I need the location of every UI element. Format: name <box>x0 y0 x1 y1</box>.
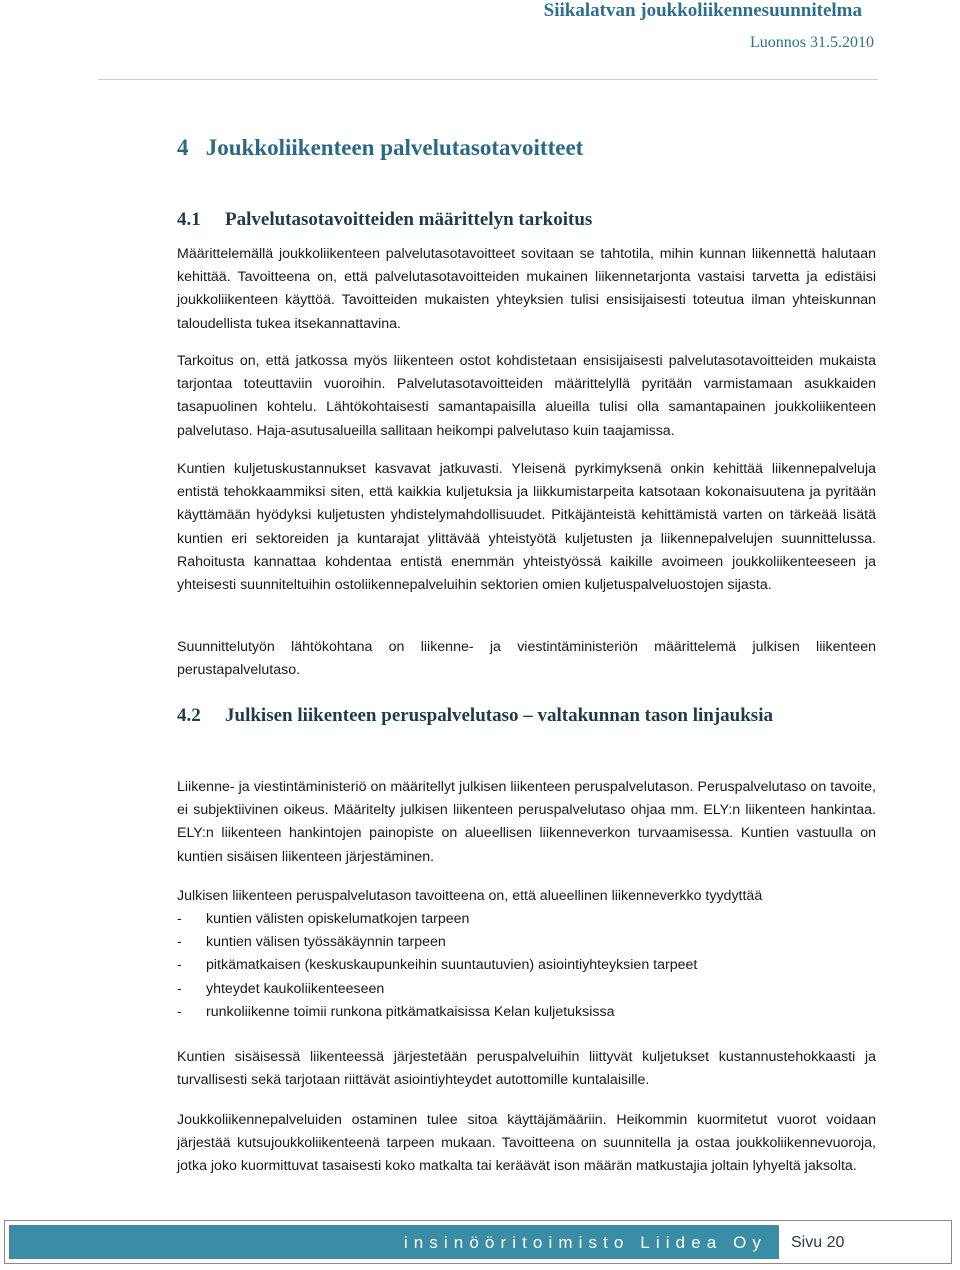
chapter-title: Joukkoliikenteen palvelutasotavoitteet <box>205 135 584 160</box>
section-heading-4-1 <box>177 208 592 232</box>
footer-company-name: insinööritoimisto Liidea Oy <box>403 1233 767 1252</box>
chapter-heading <box>177 134 583 162</box>
list-item <box>177 1001 876 1024</box>
section-title: Palvelutasotavoitteiden määrittelyn tarkoitus <box>225 209 593 230</box>
requirements-list <box>177 908 876 1024</box>
page-number: Sivu 20 <box>779 1225 947 1261</box>
paragraph: Tarkoitus on, että jatkossa myös liikenteen ostot kohdistetaan ensisijaisesti palvelutasotavoitteiden mukaista tarjontaa toteuttaviin vuoroihin. Palvelutasotavoitteiden määrittelyllä pyritään varmistamaan asukkaiden tasapuolinen kohtelu. Lähtökohtaisesti samantapaisilla alueilla tulisi olla samantapainen joukkoliikenteen palvelutaso. Haja-asutusalueilla sallitaan heikompi palvelutaso kuin taajamissa. <box>177 353 876 439</box>
section-title: Julkisen liikenteen peruspalvelutaso – valtakunnan tason linjauksia <box>225 705 773 726</box>
list-item <box>177 978 876 1001</box>
section-number: 4.1 <box>177 209 201 230</box>
list-item <box>177 908 876 931</box>
document-header-date: Luonnos 31.5.2010 <box>750 34 874 51</box>
list-item <box>177 931 876 954</box>
paragraph: Julkisen liikenteen peruspalvelutason tavoitteena on, että alueellinen liikenneverkko tyydyttää <box>177 888 763 904</box>
paragraph: Kuntien sisäisessä liikenteessä järjestetään peruspalveluihin liittyvät kuljetukset kustannustehokkaasti ja turvallisesti sekä tarjotaan riittävät asiointiyhteydet autottomille kuntalaisille. <box>177 1049 876 1089</box>
list-item-text: kuntien välisen työssäkäynnin tarpeen <box>206 934 446 951</box>
paragraph: Määrittelemällä joukkoliikenteen palvelutasotavoitteet sovitaan se tahtotila, mihin kunnan liikennettä halutaan kehittää. Tavoitteena on, että palvelutasotavoitteiden mukainen liikennetarjonta vastaisi tarvetta ja edistäisi joukkoliikenteen käyttöä. Tavoitteiden mukaisten yhteyksien tulisi ensisijaisesti toteutua ilman yhteiskunnan taloudellista tukea itsekannattavina. <box>177 246 876 332</box>
list-marker: - <box>177 911 182 927</box>
list-item-text: pitkämatkaisen (keskuskaupunkeihin suuntautuvien) asiointiyhteyksien tarpeet <box>206 957 698 974</box>
list-marker: - <box>177 957 182 974</box>
paragraph: Kuntien kuljetuskustannukset kasvavat jatkuvasti. Yleisenä pyrkimyksenä onkin kehittää liikennepalveluja entistä tehokkaammiksi siten, että kaikkia kuljetuksia ja liikkumistarpeita katsotaan kokonaisuutena ja pyritään käyttämään hyödyksi kuljetusten yhdistelymahdollisuudet. Pitkäjänteistä kehittämistä varten on tärkeää lisätä kuntien eri sektoreiden ja kuntarajat ylittävää yhteistyötä kuljetusten ja liikennepalvelujen suunnittelussa. Rahoitusta kannattaa kohdentaa entistä enemmän yhteistyössä kaikille avoimeen joukkoliikenteeseen ja yhteisesti suunniteltuihin ostoliikennepalveluihin sektorien omien kuljetuspalveluostojen sijasta. <box>177 461 876 594</box>
section-number: 4.2 <box>177 705 201 726</box>
list-item-text: runkoliikenne toimii runkona pitkämatkaisissa Kelan kuljetuksissa <box>206 1003 615 1020</box>
paragraph: Joukkoliikennepalveluiden ostaminen tulee sitoa käyttäjämääriin. Heikommin kuormitetut vuorot voidaan järjestää kutsujoukkoliikenteenä tarpeen mukaan. Tavoitteena on suunnitella ja ostaa joukkoliikennevuoroja, jotka joko kuormittuvat tasaisesti koko matkalta tai keräävät ison määrän matkustajia joltain lyhyeltä jaksolta. <box>177 1112 876 1175</box>
footer-band <box>9 1225 947 1259</box>
page-footer <box>4 1220 952 1264</box>
paragraph: Suunnittelutyön lähtökohtana on liikenne- ja viestintäministeriön määrittelemä julkisen liikenteen perustapalvelutaso. <box>177 639 876 679</box>
list-marker: - <box>177 980 182 997</box>
document-header-title: Siikalatvan joukkoliikennesuunnitelma <box>543 0 862 21</box>
list-marker: - <box>177 934 182 951</box>
list-item-text: yhteydet kaukoliikenteeseen <box>206 980 385 997</box>
list-item-text: kuntien välisten opiskelumatkojen tarpeen <box>206 911 470 927</box>
chapter-number: 4 <box>177 135 189 160</box>
paragraph: Liikenne- ja viestintäministeriö on määritellyt julkisen liikenteen peruspalvelutason. Peruspalvelutaso on tavoite, ei subjektiivinen oikeus. Määritelty julkisen liikenteen peruspalvelutaso ohjaa mm. ELY:n liikenteen hankintaa. ELY:n liikenteen hankintojen painopiste on alueellisen liikenneverkon turvaamisessa. Kuntien vastuulla on kuntien sisäisen liikenteen järjestäminen. <box>177 779 876 865</box>
header-divider <box>98 79 878 80</box>
section-heading-4-2 <box>177 704 773 728</box>
list-item <box>177 954 876 977</box>
list-marker: - <box>177 1003 182 1020</box>
